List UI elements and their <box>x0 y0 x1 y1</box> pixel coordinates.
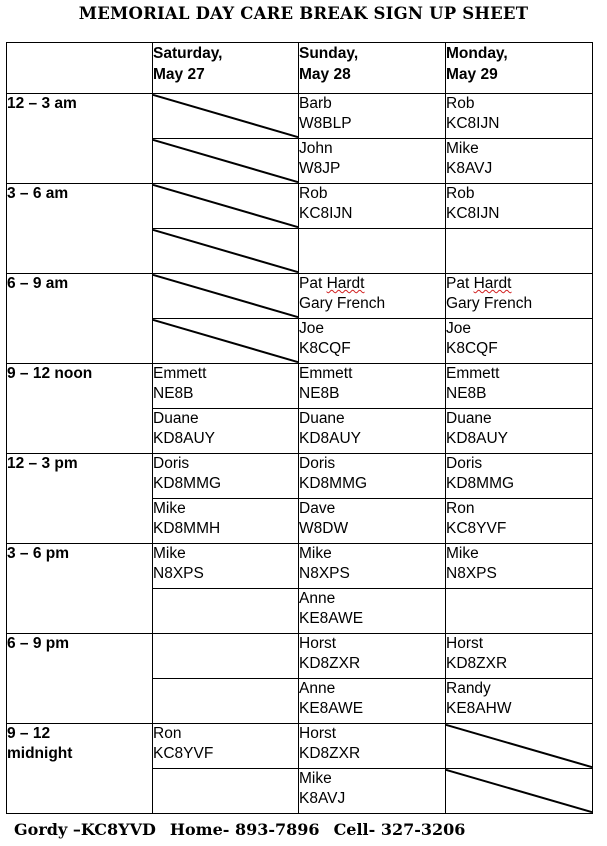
volunteer-name: Duane <box>299 410 345 427</box>
unavailable-cell-monday <box>446 724 593 769</box>
unavailable-cell-saturday <box>153 94 299 139</box>
signup-cell-sunday[interactable] <box>299 634 446 679</box>
corner-cell <box>7 43 153 94</box>
contact-name: Gordy –KC8YVD <box>14 820 156 839</box>
signup-cell-monday[interactable] <box>446 364 593 409</box>
volunteer-callsign: NE8B <box>446 385 487 402</box>
signup-cell-sunday[interactable] <box>299 229 446 274</box>
volunteer-name: John <box>299 140 333 157</box>
strike-line <box>446 724 592 768</box>
signup-cell-saturday[interactable] <box>153 499 299 544</box>
header-row <box>7 43 593 94</box>
volunteer-callsign: Gary French <box>446 295 533 312</box>
volunteer-callsign: K8CQF <box>299 340 351 357</box>
volunteer-name: Pat Hardt <box>299 275 365 292</box>
volunteer-callsign: NE8B <box>153 385 194 402</box>
day-date: May 28 <box>299 66 351 83</box>
volunteer-callsign: KE8AHW <box>446 700 512 717</box>
signup-cell-saturday[interactable] <box>153 679 299 724</box>
slot-row <box>7 724 593 769</box>
time-slot-label <box>7 94 153 184</box>
signup-cell-monday[interactable] <box>446 499 593 544</box>
time-slot-text: 3 – 6 pm <box>7 545 70 562</box>
volunteer-name: Doris <box>153 455 190 472</box>
volunteer-name: Rob <box>446 185 475 202</box>
strike-line <box>153 274 298 318</box>
time-slot-label <box>7 544 153 634</box>
signup-cell-saturday[interactable] <box>153 454 299 499</box>
signup-table <box>6 42 593 814</box>
volunteer-name: Barb <box>299 95 332 112</box>
signup-cell-saturday[interactable] <box>153 409 299 454</box>
time-slot-label <box>7 184 153 274</box>
signup-cell-monday[interactable] <box>446 184 593 229</box>
volunteer-callsign: KC8YVF <box>153 745 214 762</box>
signup-cell-sunday[interactable] <box>299 454 446 499</box>
strike-line <box>153 229 298 273</box>
day-name: Saturday, <box>153 45 223 62</box>
unavailable-cell-saturday <box>153 139 299 184</box>
signup-cell-sunday[interactable] <box>299 679 446 724</box>
volunteer-name: Horst <box>299 725 337 742</box>
volunteer-name: Emmett <box>446 365 500 382</box>
signup-cell-sunday[interactable] <box>299 499 446 544</box>
volunteer-callsign: K8AVJ <box>299 790 346 807</box>
signup-cell-sunday[interactable] <box>299 184 446 229</box>
volunteer-callsign: KE8AWE <box>299 610 364 627</box>
unavailable-cell-saturday <box>153 274 299 319</box>
home-phone: Home- 893-7896 <box>169 820 320 839</box>
unavailable-cell-saturday <box>153 184 299 229</box>
time-slot-label <box>7 274 153 364</box>
volunteer-callsign: W8DW <box>299 520 349 537</box>
day-name: Sunday, <box>299 45 359 62</box>
volunteer-name: Mike <box>446 545 479 562</box>
volunteer-callsign: W8BLP <box>299 115 352 132</box>
volunteer-callsign: KD8MMG <box>299 475 368 492</box>
volunteer-callsign: KD8MMG <box>153 475 222 492</box>
signup-cell-sunday[interactable] <box>299 409 446 454</box>
volunteer-name: Pat Hardt <box>446 275 512 292</box>
signup-cell-monday[interactable] <box>446 319 593 364</box>
volunteer-name: Randy <box>446 680 491 697</box>
volunteer-callsign: KD8MMH <box>153 520 221 537</box>
volunteer-callsign: W8JP <box>299 160 341 177</box>
volunteer-callsign: KC8YVF <box>446 520 507 537</box>
signup-cell-monday[interactable] <box>446 589 593 634</box>
unavailable-cell-monday <box>446 769 593 814</box>
volunteer-name: Anne <box>299 680 336 697</box>
volunteer-name: Mike <box>446 140 479 157</box>
signup-cell-saturday[interactable] <box>153 769 299 814</box>
signup-cell-sunday[interactable] <box>299 589 446 634</box>
volunteer-name: Emmett <box>299 365 353 382</box>
volunteer-name: Mike <box>153 545 186 562</box>
volunteer-name: Horst <box>446 635 484 652</box>
volunteer-callsign: K8CQF <box>446 340 498 357</box>
volunteer-name: Ron <box>446 500 475 517</box>
volunteer-callsign: KC8IJN <box>446 115 500 132</box>
unavailable-cell-saturday <box>153 319 299 364</box>
volunteer-name: Doris <box>299 455 336 472</box>
slot-row <box>7 94 593 139</box>
signup-cell-monday[interactable] <box>446 679 593 724</box>
signup-cell-sunday[interactable] <box>299 544 446 589</box>
signup-cell-saturday[interactable] <box>153 589 299 634</box>
time-slot-label <box>7 454 153 544</box>
signup-cell-monday[interactable] <box>446 139 593 184</box>
time-slot-text: 3 – 6 am <box>7 185 69 202</box>
volunteer-callsign: N8XPS <box>446 565 497 582</box>
time-slot-label <box>7 634 153 724</box>
time-slot-label <box>7 724 153 814</box>
time-slot-text: 6 – 9 pm <box>7 635 70 652</box>
volunteer-name: Ron <box>153 725 182 742</box>
day-header-monday <box>446 43 593 94</box>
time-slot-text: 12 – 3 pm <box>7 455 78 472</box>
signup-cell-monday[interactable] <box>446 229 593 274</box>
signup-cell-saturday[interactable] <box>153 724 299 769</box>
volunteer-name: Mike <box>299 545 332 562</box>
volunteer-callsign: N8XPS <box>299 565 350 582</box>
time-slot-text: 12 – 3 am <box>7 95 77 112</box>
volunteer-name: Joe <box>299 320 324 337</box>
volunteer-callsign: KC8IJN <box>446 205 500 222</box>
signup-cell-sunday[interactable] <box>299 364 446 409</box>
day-date: May 27 <box>153 66 205 83</box>
strike-line <box>153 184 298 228</box>
slot-row <box>7 364 593 409</box>
signup-cell-monday[interactable] <box>446 274 593 319</box>
volunteer-callsign: KE8AWE <box>299 700 364 717</box>
signup-cell-saturday[interactable] <box>153 634 299 679</box>
volunteer-callsign: KD8ZXR <box>299 745 361 762</box>
signup-cell-sunday[interactable] <box>299 724 446 769</box>
sheet-title: MEMORIAL DAY CARE BREAK SIGN UP SHEET <box>78 4 529 23</box>
volunteer-name: Mike <box>299 770 332 787</box>
strike-line <box>153 94 298 138</box>
time-slot-text: midnight <box>7 745 73 762</box>
volunteer-name: Mike <box>153 500 186 517</box>
cell-phone: Cell- 327-3206 <box>333 820 466 839</box>
volunteer-name: Emmett <box>153 365 207 382</box>
signup-cell-saturday[interactable] <box>153 364 299 409</box>
volunteer-callsign: K8AVJ <box>446 160 493 177</box>
signup-cell-saturday[interactable] <box>153 544 299 589</box>
signup-cell-monday[interactable] <box>446 94 593 139</box>
signup-cell-monday[interactable] <box>446 634 593 679</box>
volunteer-name: Rob <box>446 95 475 112</box>
slot-row <box>7 184 593 229</box>
volunteer-name: Doris <box>446 455 483 472</box>
volunteer-callsign: KC8IJN <box>299 205 353 222</box>
signup-cell-sunday[interactable] <box>299 769 446 814</box>
volunteer-name: Duane <box>153 410 199 427</box>
unavailable-cell-saturday <box>153 229 299 274</box>
volunteer-name: Rob <box>299 185 328 202</box>
time-slot-label <box>7 364 153 454</box>
signup-cell-sunday[interactable] <box>299 319 446 364</box>
strike-line <box>153 319 298 363</box>
volunteer-callsign: KD8ZXR <box>446 655 508 672</box>
volunteer-name: Horst <box>299 635 337 652</box>
contact-footer <box>14 820 465 839</box>
signup-cell-sunday[interactable] <box>299 94 446 139</box>
volunteer-name: Joe <box>446 320 471 337</box>
slot-row <box>7 634 593 679</box>
time-slot-text: 9 – 12 <box>7 725 51 742</box>
volunteer-name: Dave <box>299 500 336 517</box>
slot-row <box>7 454 593 499</box>
signup-cell-sunday[interactable] <box>299 139 446 184</box>
day-header-saturday <box>153 43 299 94</box>
volunteer-callsign: KD8ZXR <box>299 655 361 672</box>
time-slot-text: 6 – 9 am <box>7 275 69 292</box>
volunteer-name: Duane <box>446 410 492 427</box>
signup-cell-monday[interactable] <box>446 454 593 499</box>
volunteer-callsign: KD8AUY <box>446 430 509 447</box>
volunteer-callsign: KD8AUY <box>153 430 216 447</box>
slot-row <box>7 274 593 319</box>
volunteer-callsign: Gary French <box>299 295 386 312</box>
day-header-sunday <box>299 43 446 94</box>
signup-cell-monday[interactable] <box>446 409 593 454</box>
time-slot-text: 9 – 12 noon <box>7 365 93 382</box>
signup-cell-monday[interactable] <box>446 544 593 589</box>
volunteer-callsign: KD8AUY <box>299 430 362 447</box>
signup-cell-sunday[interactable] <box>299 274 446 319</box>
day-date: May 29 <box>446 66 498 83</box>
volunteer-callsign: NE8B <box>299 385 340 402</box>
day-name: Monday, <box>446 45 508 62</box>
slot-row <box>7 544 593 589</box>
strike-line <box>153 139 298 183</box>
strike-line <box>446 769 592 813</box>
volunteer-callsign: N8XPS <box>153 565 204 582</box>
volunteer-name: Anne <box>299 590 336 607</box>
volunteer-callsign: KD8MMG <box>446 475 515 492</box>
